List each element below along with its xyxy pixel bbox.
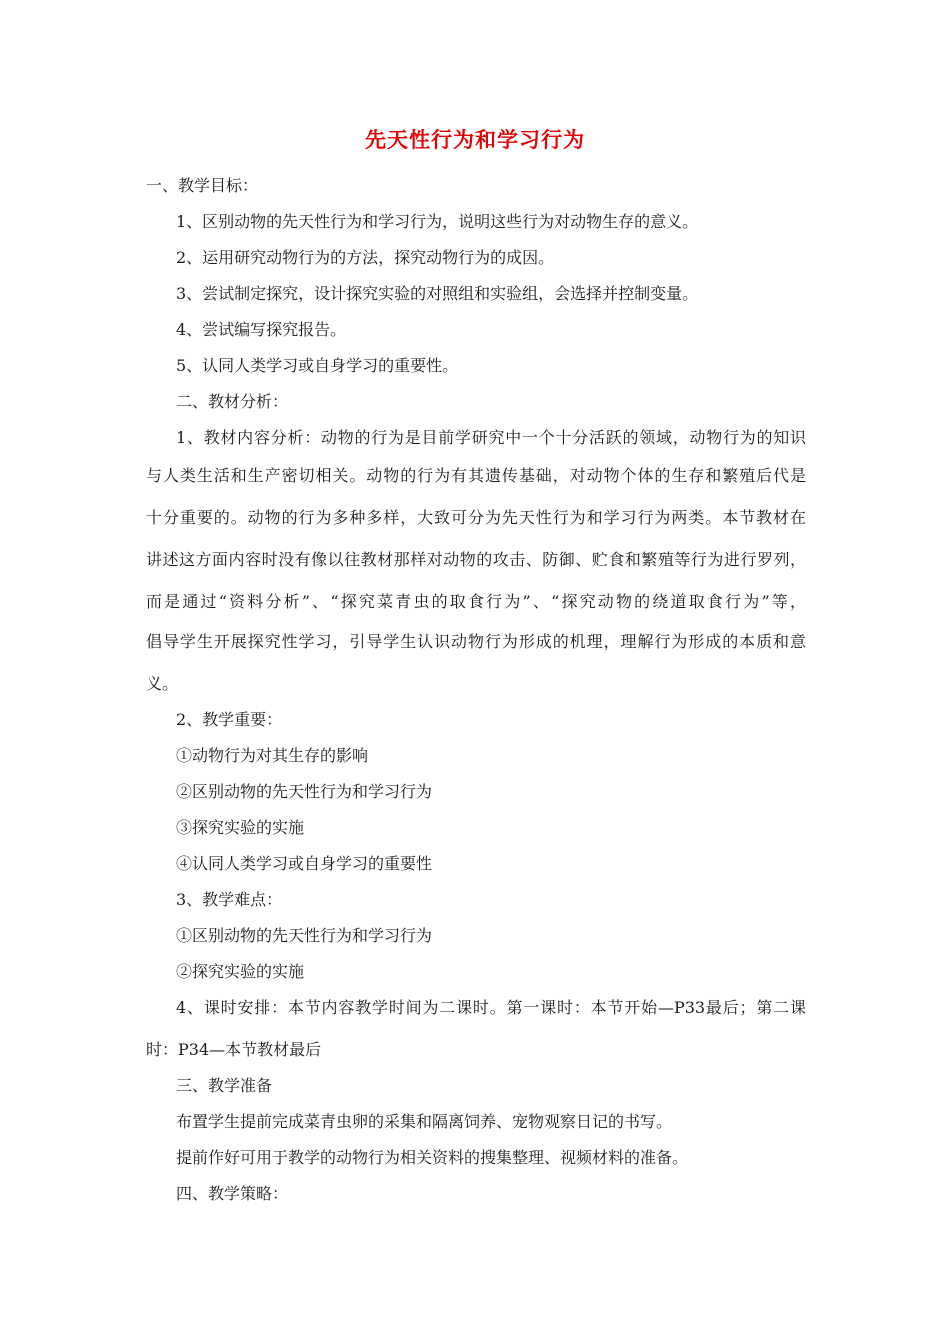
key-point-item: ①动物行为对其生存的影响: [176, 746, 369, 765]
paragraph-line: 而是通过“资料分析”、“探究菜青虫的取食行为”、“探究动物的绕道取食行为”等，: [146, 592, 806, 611]
paragraph-line: 倡导学生开展探究性学习，引导学生认识动物行为形成的机理，理解行为形成的本质和意: [146, 632, 806, 651]
paragraph-line: 讲述这方面内容时没有像以往教材那样对动物的攻击、防御、贮食和繁殖等行为进行罗列，: [146, 550, 806, 569]
objective-item: 4、尝试编写探究报告。: [176, 320, 347, 339]
objective-item: 2、运用研究动物行为的方法，探究动物行为的成因。: [176, 248, 555, 267]
key-point-item: ③探究实验的实施: [176, 818, 305, 837]
section-heading-objectives: 一、教学目标：: [146, 176, 259, 195]
page-title: 先天性行为和学习行为: [365, 128, 585, 152]
preparation-item: 提前作好可用于教学的动物行为相关资料的搜集整理、视频材料的准备。: [176, 1148, 689, 1167]
objective-item: 1、区别动物的先天性行为和学习行为，说明这些行为对动物生存的意义。: [176, 212, 699, 231]
schedule-line: 时：P34—本节教材最后: [146, 1040, 322, 1059]
schedule-line: 4、课时安排：本节内容教学时间为二课时。第一课时：本节开始—P33最后；第二课: [176, 998, 806, 1017]
paragraph-line: 十分重要的。动物的行为多种多样，大致可分为先天性行为和学习行为两类。本节教材在: [146, 508, 806, 527]
difficulty-item: ②探究实验的实施: [176, 962, 305, 981]
section-heading-analysis: 二、教材分析：: [176, 392, 289, 411]
subheading-difficulties: 3、教学难点：: [176, 890, 283, 909]
subheading-key-points: 2、教学重要：: [176, 710, 283, 729]
difficulty-item: ①区别动物的先天性行为和学习行为: [176, 926, 433, 945]
key-point-item: ②区别动物的先天性行为和学习行为: [176, 782, 433, 801]
objective-item: 3、尝试制定探究，设计探究实验的对照组和实验组，会选择并控制变量。: [176, 284, 699, 303]
section-heading-preparation: 三、教学准备: [176, 1076, 273, 1095]
key-point-item: ④认同人类学习或自身学习的重要性: [176, 854, 433, 873]
paragraph-line: 1、教材内容分析：动物的行为是目前学研究中一个十分活跃的领域，动物行为的知识: [176, 428, 806, 447]
paragraph-line: 与人类生活和生产密切相关。动物的行为有其遗传基础，对动物个体的生存和繁殖后代是: [146, 466, 806, 485]
preparation-item: 布置学生提前完成菜青虫卵的采集和隔离饲养、宠物观察日记的书写。: [176, 1112, 673, 1131]
section-heading-strategy: 四、教学策略：: [176, 1184, 289, 1203]
objective-item: 5、认同人类学习或自身学习的重要性。: [176, 356, 459, 375]
paragraph-line: 义。: [146, 674, 179, 693]
